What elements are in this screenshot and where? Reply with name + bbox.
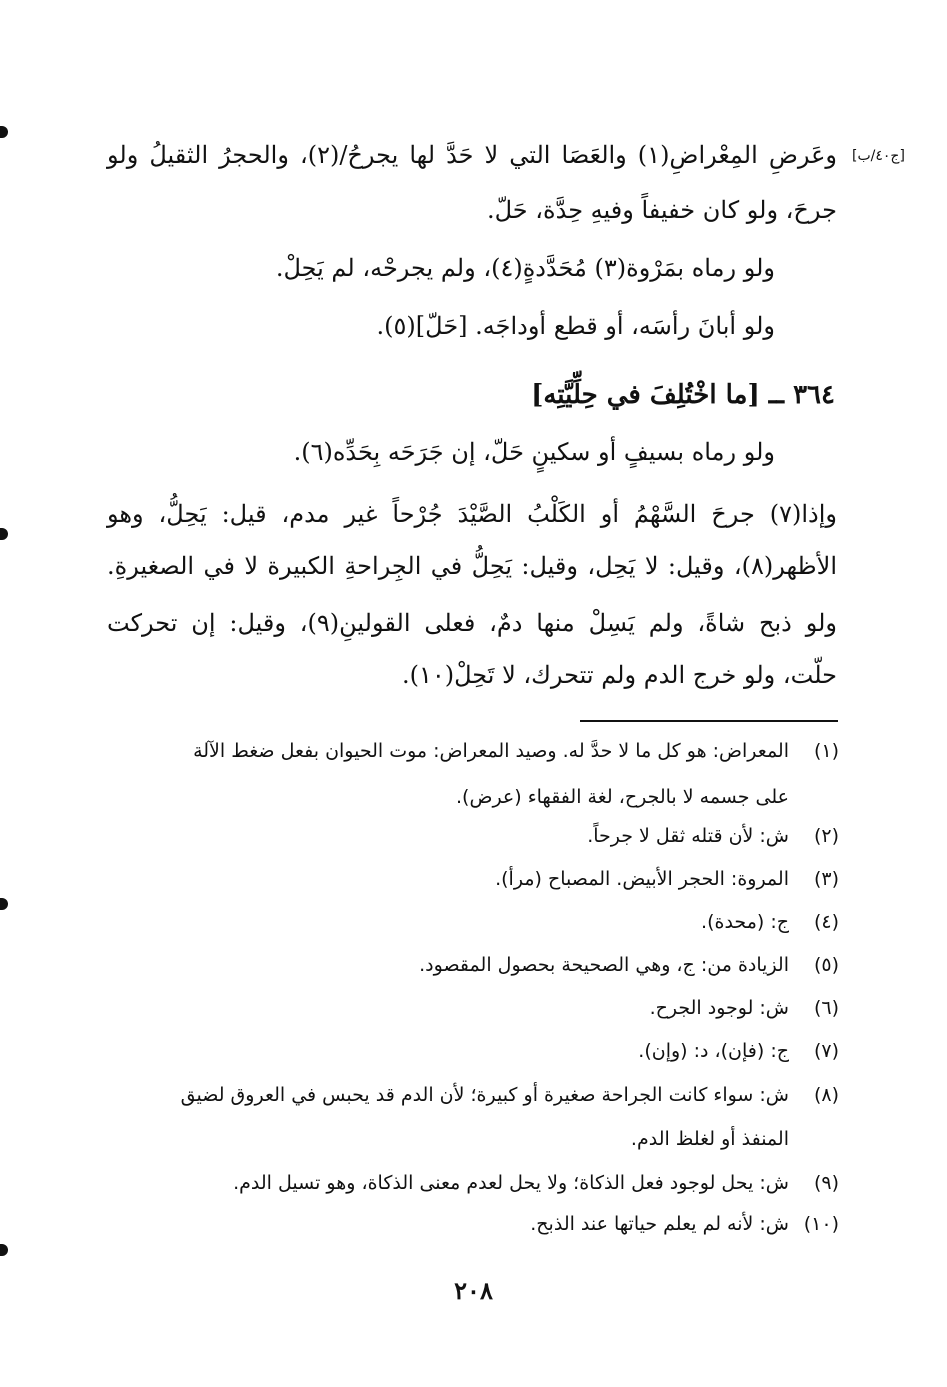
- footnote-text: الزيادة من: ج، وهي الصحيحة بحصول المقصود.: [419, 954, 789, 976]
- footnote-text: المنفذ أو لغلظ الدم.: [630, 1128, 789, 1150]
- paragraph-1-line-2: جرحَ، ولو كان خفيفاً وفيهِ حِدَّة، حَلّ.: [487, 196, 837, 224]
- binding-mark: [0, 898, 8, 910]
- page-number: ٢٠٨: [454, 1276, 493, 1305]
- footnote-number: (٨): [813, 1084, 839, 1106]
- paragraph-2: ولو رماه بمَرْوة(٣) مُحَدَّدةٍ(٤)، ولم يجرحْه، لم يَحِلْ.: [275, 254, 775, 282]
- paragraph-5-line-1: وإذا(٧) جرحَ السَّهْمُ أو الكَلْبُ الصَّيْدَ جُرْحاً غير مدم، قيل: يَحِلُّ، وهو: [107, 500, 837, 528]
- paragraph-6-line-2: حلّت، ولو خرج الدم ولم تتحرك، لا تَحِلْ(١٠).: [401, 661, 837, 689]
- footnote-text: ش: لوجود الجرح.: [649, 997, 789, 1019]
- footnote-text: ش: سواء كانت الجراحة صغيرة أو كبيرة؛ لأن الدم قد يحبس في العروق لضيق: [180, 1084, 789, 1106]
- footnote-text: ش: لأن قتله ثقل لا جرحاً.: [587, 825, 789, 847]
- footnote-text: ج: (محدة).: [701, 911, 789, 933]
- binding-mark: [0, 528, 8, 540]
- paragraph-3: ولو أبانَ رأسَه، أو قطع أوداجَه. [حَلّ](٥).: [376, 312, 775, 340]
- footnote-text: ش: يحل لوجود فعل الذكاة؛ ولا يحل لعدم معنى الذكاة، وهو تسيل الدم.: [233, 1172, 789, 1194]
- footnote-number: (٤): [813, 911, 839, 933]
- manuscript-ref-marker: [ج٤٠/ب]: [852, 148, 905, 164]
- footnote-text: ج: (فإن)، د: (وإن).: [638, 1040, 789, 1062]
- binding-mark: [0, 126, 8, 138]
- paragraph-1-line-1: وعَرضِ المِعْراضِ(١) والعَصَا التي لا حَدَّ لها يجرحُ/(٢)، والحجرُ الثقيلُ ولو: [107, 141, 837, 169]
- footnote-number: (٥): [813, 954, 839, 976]
- footnote-text: المعراض: هو كل ما لا حدَّ له. وصيد المعراض: موت الحيوان بفعل ضغط الآلة: [193, 740, 789, 762]
- footnote-number: (٩): [813, 1172, 839, 1194]
- paragraph-5-line-2: الأظهر(٨)، وقيل: لا يَحِل، وقيل: يَحِلُّ في الجِراحةِ الكبيرة لا في الصغيرةِ.: [107, 552, 837, 580]
- footnote-number: (٧): [813, 1040, 839, 1062]
- footnote-number: (٦): [813, 997, 839, 1019]
- footnote-number: (١): [813, 740, 839, 762]
- footnote-number: (٣): [813, 868, 839, 890]
- footnote-text: ش: لأنه لم يعلم حياتها عند الذبح.: [530, 1213, 789, 1235]
- footnote-number: (٢): [813, 825, 839, 847]
- footnote-separator: [580, 720, 838, 722]
- section-heading: ٣٦٤ ــ [ما اخْتُلِفَ في حِلِّيَّتِه]: [531, 380, 835, 410]
- binding-mark: [0, 1244, 8, 1256]
- footnote-number: (١٠): [803, 1213, 839, 1235]
- paragraph-6-line-1: ولو ذبح شاةً، ولم يَسِلْ منها دمٌ، فعلى القولينِ(٩)، وقيل: إن تحركت: [107, 609, 837, 637]
- footnote-text: على جسمه لا بالجرح، لغة الفقهاء (عرض).: [456, 786, 789, 808]
- paragraph-4: ولو رماه بسيفٍ أو سكينٍ حَلّ، إن جَرَحَه بِحَدِّه(٦).: [293, 438, 775, 466]
- footnote-text: المروة: الحجر الأبيض. المصباح (مرأ).: [495, 868, 789, 890]
